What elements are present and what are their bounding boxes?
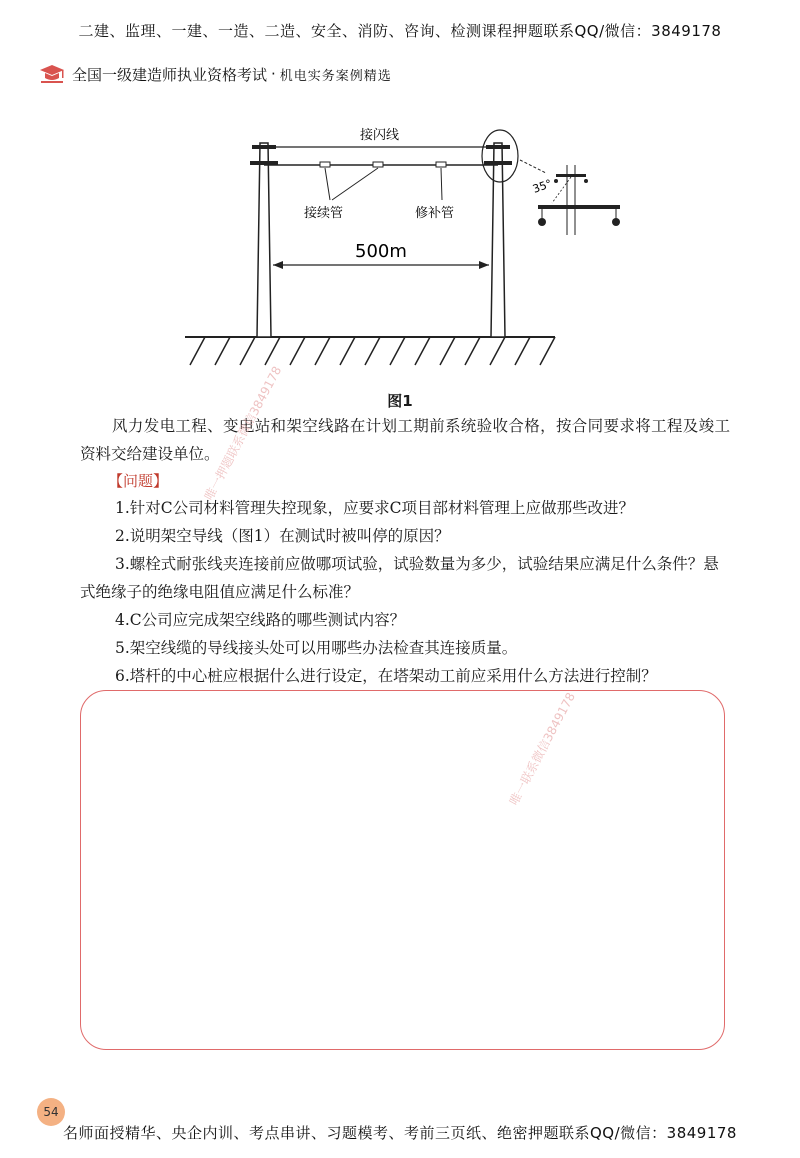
label-span-length: 500m (355, 241, 407, 262)
page-number: 54 (37, 1098, 65, 1126)
overhead-line-diagram (180, 125, 640, 385)
watermark-1: 唯一押题联系微信3849178 (201, 363, 285, 503)
repair-tube (436, 162, 446, 167)
top-banner: 二建、监理、一建、一造、二造、安全、消防、咨询、检测课程押题联系QQ/微信：3849178 (78, 22, 722, 40)
page-header (38, 62, 392, 86)
header-title: 全国一级建造师执业资格考试 (72, 65, 268, 84)
left-pole (250, 143, 278, 337)
question-6: 6.塔杆的中心桩应根据什么进行设定，在塔架动工前应采用什么方法进行控制？ (115, 667, 657, 685)
section-label-questions: 【问题】 (108, 472, 169, 490)
figure-caption: 图1 (387, 392, 413, 410)
question-2: 2.说明架空导线（图1）在测试时被叫停的原因？ (115, 527, 450, 545)
question-1: 1.针对C公司材料管理失控现象，应要求C项目部材料管理上应做那些改进？ (115, 499, 635, 517)
label-repair-tube: 修补管 (415, 206, 455, 221)
joint-tube-2 (373, 162, 383, 167)
right-pole (484, 143, 512, 337)
graduation-cap-logo-icon (38, 62, 66, 86)
bottom-banner: 名师面授精华、央企内训、考点串讲、习题模考、考前三页纸、绝密押题联系QQ/微信：3849178 (63, 1124, 737, 1142)
answer-box[interactable] (80, 690, 725, 1050)
label-joint-tube: 接续管 (304, 206, 344, 221)
joint-tube-1 (320, 162, 330, 167)
label-angle: 35° (530, 176, 554, 196)
header-subtitle: 机电实务案例精选 (279, 68, 392, 84)
watermark-2: 唯一联系微信3849178 (506, 690, 579, 808)
header-separator: · (271, 65, 276, 83)
question-3: 3.螺栓式耐张线夹连接前应做哪项试验，试验数量为多少，试验结果应满足什么条件？悬式绝缘子的绝缘电阻值应满足什么标准？ (80, 555, 719, 601)
ground-hatching (190, 337, 555, 365)
label-lightning-wire: 接闪线 (360, 128, 400, 143)
question-4: 4.C公司应完成架空线路的哪些测试内容？ (115, 611, 406, 629)
detail-crossarm-view (531, 165, 620, 235)
intro-paragraph: 风力发电工程、变电站和架空线路在计划工期前系统验收合格，按合同要求将工程及竣工资料交给建设单位。 (80, 417, 730, 463)
question-5: 5.架空线缆的导线接头处可以用哪些办法检查其连接质量。 (115, 639, 518, 657)
